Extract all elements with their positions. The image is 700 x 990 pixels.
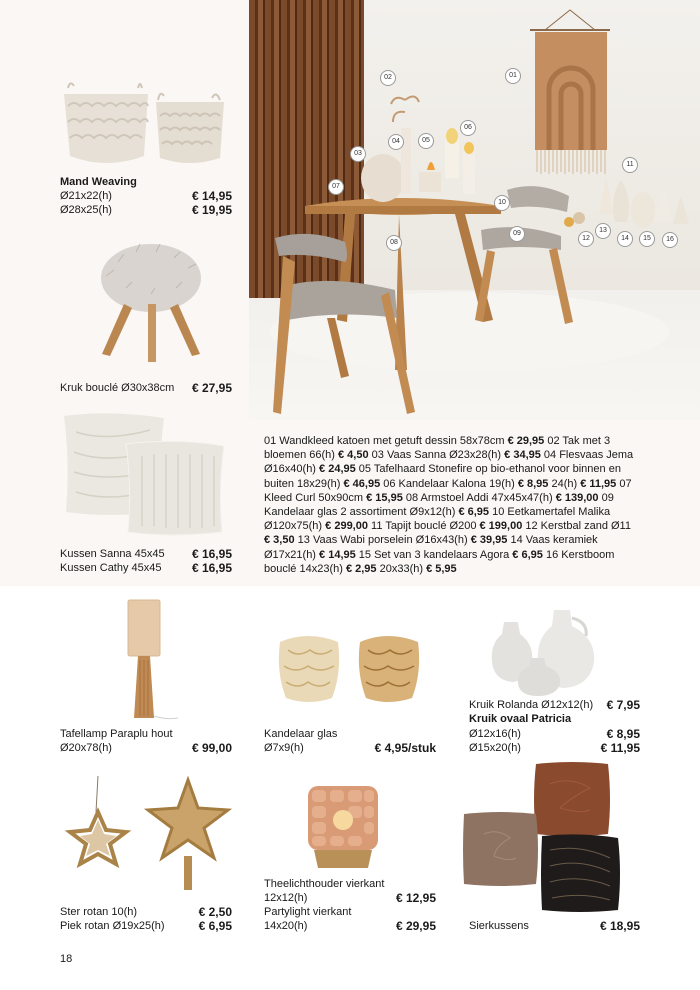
rattan-stars-image: [58, 776, 234, 896]
desc-06b-price: € 11,95: [580, 477, 617, 490]
sierkussens-price: € 18,95: [599, 919, 640, 933]
kussen-cathy-label: Kussen Cathy 45x45: [60, 562, 162, 574]
bottom-panel-divider: [0, 585, 700, 586]
desc-12-price: € 3,50: [264, 534, 295, 547]
kruik-patricia-size-2: Ø15x20(h): [469, 742, 521, 754]
kruk-price: € 27,95: [191, 381, 232, 395]
desc-05-text: 05 Tafelhaard Stonefire op bio-ethanol voor binnen en buiten 18x29(h): [264, 463, 621, 490]
desc-05-price: € 46,95: [343, 477, 381, 490]
hero-badge-07: 07: [328, 179, 344, 195]
hero-badge-03: 03: [350, 146, 366, 162]
partylight-title: Partylight vierkant: [264, 906, 352, 918]
hero-badge-11: 11: [622, 157, 638, 173]
desc-06-price: € 8,95: [517, 477, 549, 490]
desc-07-price: € 15,95: [366, 491, 403, 504]
hero-badge-01: 01: [505, 68, 521, 84]
kandelaar-title: Kandelaar glas: [264, 728, 338, 740]
kandelaar-price: € 4,95/stuk: [374, 741, 436, 755]
kruk-label: Kruk bouclé Ø30x38cm: [60, 382, 175, 394]
desc-01-text: 01 Wandkleed katoen met getuft dessin 58x78cm: [264, 435, 508, 447]
mand-price-2: € 19,95: [191, 203, 232, 217]
kandelaar-size: Ø7x9(h): [264, 742, 304, 754]
kruik-patricia-price-1: € 8,95: [606, 727, 640, 741]
kruik-patricia-title: Kruik ovaal Patricia: [469, 713, 572, 725]
hero-badge-16: 16: [662, 232, 678, 248]
theelicht-title: Theelichthouder vierkant: [264, 878, 385, 890]
hero-badge-05: 05: [418, 133, 434, 149]
mand-title: Mand Weaving: [60, 176, 137, 188]
desc-15-price: € 6,95: [512, 548, 543, 561]
desc-03-price: € 34,95: [504, 449, 541, 462]
hero-badge-10: 10: [494, 195, 510, 211]
tafellamp-size: Ø20x78(h): [60, 742, 112, 754]
kruik-rolanda-price: € 7,95: [606, 698, 640, 712]
desc-04-text: 04 Flesvaas Jema Ø16x40(h): [264, 449, 634, 476]
hero-badge-08: 08: [386, 235, 402, 251]
tealight-holder-image: [302, 782, 384, 872]
sierkussens-label: Sierkussens: [469, 920, 529, 932]
desc-02-price: € 4,50: [338, 449, 369, 462]
hero-badge-14: 14: [617, 231, 633, 247]
desc-07-text: 07 Kleed Curl 50x90cm: [264, 477, 632, 504]
desc-04-price: € 24,95: [319, 463, 356, 476]
room-furniture: [249, 0, 700, 420]
hero-badge-15: 15: [639, 231, 655, 247]
desc-03-text: 03 Vaas Sanna Ø23x28(h): [368, 449, 505, 462]
stool-image: [96, 238, 206, 368]
hero-badge-06: 06: [460, 120, 476, 136]
desc-09-price: € 6,95: [458, 506, 490, 519]
hero-badge-04: 04: [388, 134, 404, 150]
cushions-image: [60, 412, 230, 540]
kruik-patricia-price-2: € 11,95: [600, 741, 640, 755]
desc-06-text: 06 Kandelaar Kalona 19(h): [380, 477, 518, 490]
kruik-rolanda-label: Kruik Rolanda Ø12x12(h): [469, 699, 594, 711]
desc-16-price: € 2,95: [345, 562, 377, 575]
ster-label: Ster rotan 10(h): [60, 906, 138, 918]
hero-badge-12: 12: [578, 231, 594, 247]
desc-16b-price: € 5,95: [426, 562, 457, 575]
desc-08-text: 08 Armstoel Addi 47x45x47(h): [402, 491, 556, 504]
desc-09-text: 09 Kandelaar glas 2 assortiment Ø9x12(h): [264, 491, 614, 519]
desc-15-text: 15 Set van 3 kandelaars Agora: [355, 548, 513, 561]
hero-badge-09: 09: [509, 226, 525, 242]
desc-11-text: 11 Tapijt bouclé Ø200: [367, 520, 480, 533]
desc-16b-text: 20x33(h): [376, 562, 427, 575]
desc-08-price: € 139,00: [555, 491, 599, 504]
desc-01-price: € 29,95: [507, 435, 545, 447]
piek-price: € 6,95: [198, 919, 232, 933]
tafellamp-title: Tafellamp Paraplu hout: [60, 728, 173, 740]
product-description: [264, 434, 634, 576]
room-scene-photo: [249, 0, 700, 420]
ster-price: € 2,50: [198, 905, 232, 919]
decorative-cushions-image: [462, 760, 630, 918]
desc-02-text: 02 Tak met 3 bloemen 66(h): [264, 435, 611, 462]
desc-10-text: 10 Eetkamertafel Malika Ø120x75(h): [264, 506, 611, 533]
desc-14-price: € 14,95: [319, 548, 356, 561]
basket-image: [60, 78, 230, 170]
desc-13-text: 13 Vaas Wabi porselein Ø16x43(h): [294, 534, 471, 547]
partylight-price: € 29,95: [395, 919, 436, 933]
kussen-sanna-label: Kussen Sanna 45x45: [60, 548, 165, 560]
candle-holder-image: [276, 632, 426, 706]
jugs-image: [490, 604, 606, 696]
tafellamp-price: € 99,00: [191, 741, 232, 755]
desc-13-price: € 39,95: [470, 534, 508, 547]
desc-12-text: 12 Kerstbal zand Ø11: [522, 520, 631, 533]
mand-price-1: € 14,95: [191, 189, 232, 203]
partylight-size: 14x20(h): [264, 920, 308, 932]
desc-11-price: € 199,00: [479, 520, 523, 533]
desc-14-text: 14 Vaas keramiek Ø17x21(h): [264, 534, 598, 561]
mand-size-1: Ø21x22(h): [60, 190, 112, 202]
page-number: 18: [60, 953, 73, 965]
mand-size-2: Ø28x25(h): [60, 204, 112, 216]
kussen-cathy-price: € 16,95: [191, 561, 232, 575]
theelicht-size: 12x12(h): [264, 892, 308, 904]
hero-badge-13: 13: [595, 223, 611, 239]
theelicht-price: € 12,95: [395, 891, 436, 905]
desc-16-text: 16 Kerstboom bouclé 14x23(h): [264, 548, 615, 575]
piek-label: Piek rotan Ø19x25(h): [60, 920, 165, 932]
kussen-sanna-price: € 16,95: [191, 547, 232, 561]
table-lamp-image: [120, 598, 184, 722]
hero-badge-02: 02: [380, 70, 396, 86]
desc-06b-text: 24(h): [548, 477, 581, 490]
kruik-patricia-size-1: Ø12x16(h): [469, 728, 521, 740]
desc-10-price: € 299,00: [325, 520, 368, 533]
